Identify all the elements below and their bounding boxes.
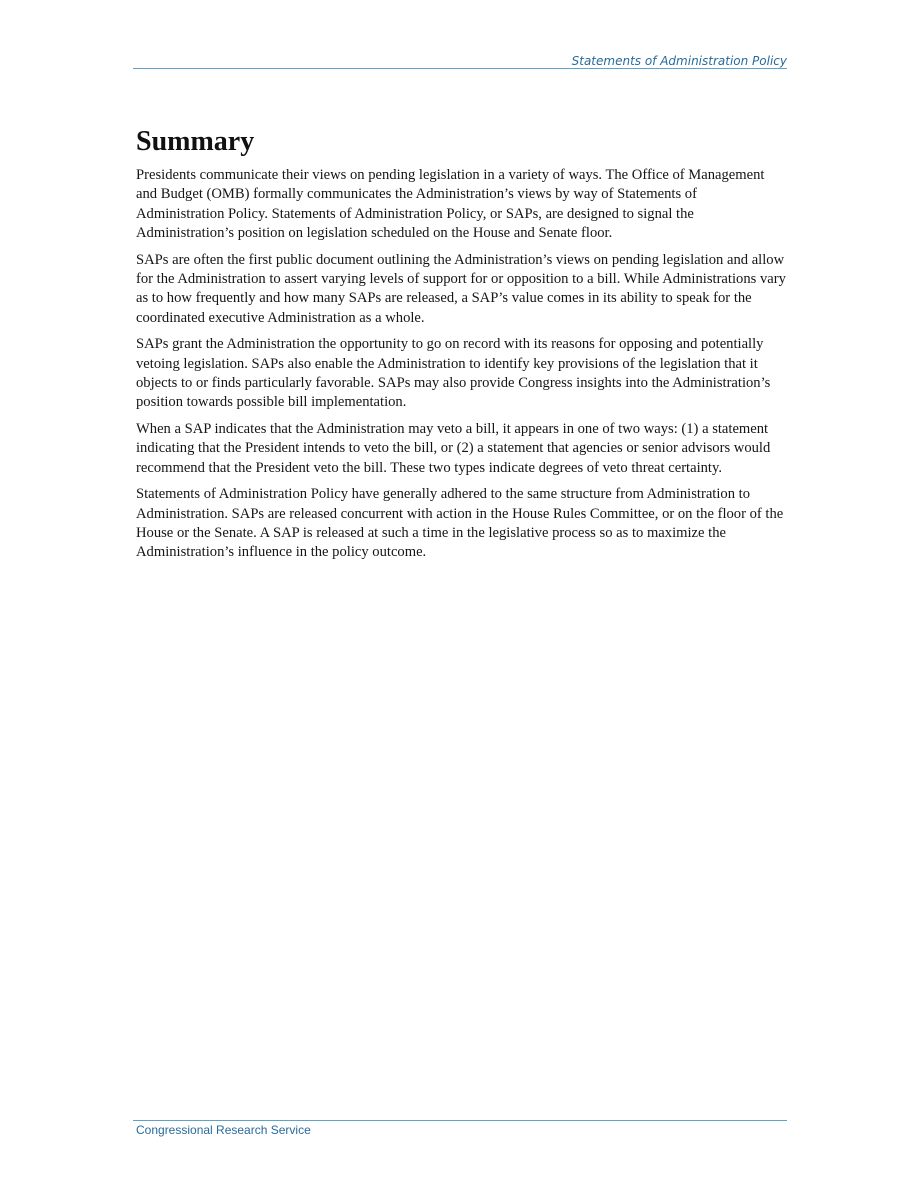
footer-publisher: Congressional Research Service: [136, 1123, 311, 1137]
running-header: Statements of Administration Policy: [571, 54, 787, 68]
page-title: Summary: [136, 126, 255, 157]
paragraph-2: SAPs are often the first public document outlining the Administration’s views on pending legislation and allow for the Administration to assert varying levels of support for or opposition to a bill. While Administrations vary as to how frequently and how many SAPs are released, a SAP’s value comes in its ability to speak for the coordinated executive Administration as a whole.: [136, 251, 786, 326]
paragraph-1: Presidents communicate their views on pending legislation in a variety of ways. The Office of Management and Budget (OMB) formally communicates the Administration’s views by way of Statements of Administration Policy. Statements of Administration Policy, or SAPs, are designed to signal the Administration’s position on legislation scheduled on the House and Senate floor.: [136, 167, 765, 242]
paragraph-4: When a SAP indicates that the Administration may veto a bill, it appears in one of two ways: (1) a statement indicating that the President intends to veto the bill, or (2) a statement that agencies or senior advisors would recommend that the President veto the bill. These two types indicate degrees of veto threat certainty.: [136, 420, 771, 476]
paragraph-5: Statements of Administration Policy have generally adhered to the same structure from Administration to Administration. SAPs are released concurrent with action in the House Rules Committee, or on the floor of the House or the Senate. A SAP is released at such a time in the legislative process so as to maximize the Administration’s influence in the policy outcome.: [136, 486, 784, 561]
paragraph-3: SAPs grant the Administration the opportunity to go on record with its reasons for opposing and potentially vetoing legislation. SAPs also enable the Administration to identify key provisions of the legislation that it objects to or finds particularly favorable. SAPs may also provide Congress insights into the Administration’s position towards possible bill implementation.: [136, 336, 771, 411]
footer-divider: [133, 1120, 787, 1121]
header-divider: [133, 68, 787, 69]
document-body: [136, 124, 788, 570]
